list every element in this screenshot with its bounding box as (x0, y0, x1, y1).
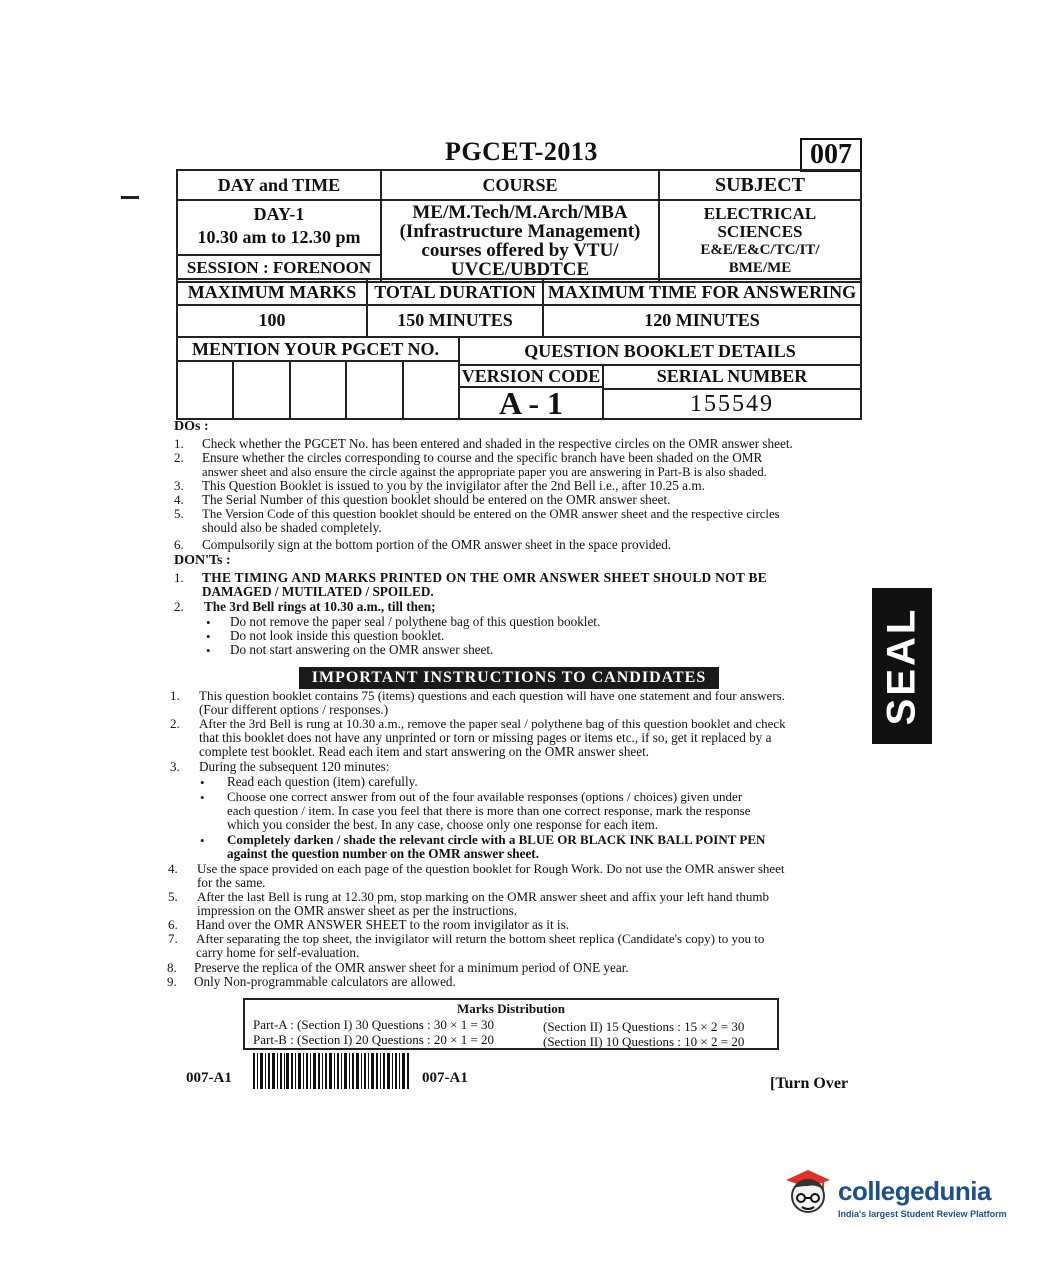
dos-text: Ensure whether the circles corresponding to course and the specific branch have been shaded on the OMR (202, 450, 763, 465)
subject-line: ELECTRICAL (703, 204, 817, 223)
part-a-section-2: (Section II) 15 Questions : 15 × 2 = 30 (543, 1019, 745, 1034)
margin-mark (121, 196, 139, 199)
day-value: DAY-1 (253, 204, 305, 224)
max-marks-value: 100 (178, 304, 368, 336)
bullet-icon: • (200, 833, 205, 848)
answer-time-label: MAXIMUM TIME FOR ANSWERING (547, 281, 857, 302)
pgcet-digit-box (234, 362, 291, 418)
item-number: 6. (174, 537, 184, 552)
course-line: ME/M.Tech/M.Arch/MBA (412, 202, 628, 223)
dos-text: should also be shaded completely. (202, 520, 382, 535)
sub-bullet-text: Choose one correct answer from out of the four available responses (options / choices) given under (227, 789, 743, 804)
instruction-text: (Four different options / responses.) (199, 702, 389, 717)
donts-text: DAMAGED / MUTILATED / SPOILED. (202, 584, 434, 599)
marks-label-row (176, 278, 862, 306)
item-number: 1. (174, 570, 184, 585)
subject-line: BME/ME (728, 260, 792, 276)
dos-text: The Version Code of this question booklet should be entered on the OMR answer sheet and the respective circles (202, 507, 780, 521)
part-b-section-1: Part-B : (Section I) 20 Questions : 20 × 1 = 20 (253, 1032, 495, 1047)
course-label: COURSE (381, 170, 659, 200)
item-number: 6. (168, 917, 178, 932)
item-number: 8. (167, 960, 177, 975)
item-number: 9. (167, 974, 177, 989)
course-line: (Infrastructure Management) (399, 221, 641, 242)
dos-text: Check whether the PGCET No. has been entered and shaded in the respective circles on the OMR answer sheet. (202, 436, 793, 451)
duration-value: 150 MINUTES (368, 304, 544, 336)
subject-value (659, 200, 861, 282)
booklet-details-label: QUESTION BOOKLET DETAILS (460, 338, 860, 366)
donts-bullet-text: Do not look inside this question booklet. (230, 628, 445, 643)
pgcet-no-label: MENTION YOUR PGCET NO. (178, 338, 460, 362)
pgcet-digit-box (404, 362, 460, 418)
subject-label: SUBJECT (659, 170, 861, 200)
part-b-section-2: (Section II) 10 Questions : 10 × 2 = 20 (543, 1034, 745, 1049)
seal-label: SEAL (879, 606, 924, 726)
session-value: SESSION : FORENOON (178, 254, 380, 278)
exam-header-table (176, 169, 862, 283)
instruction-text: During the subsequent 120 minutes: (199, 759, 390, 774)
marks-value-row (176, 304, 862, 338)
item-number: 7. (168, 931, 178, 946)
sub-bullet-text: Read each question (item) carefully. (227, 774, 418, 789)
sub-bullet-text: which you consider the best. In any case, choose only one response for each item. (227, 817, 659, 832)
instruction-text: Only Non-programmable calculators are allowed. (194, 974, 456, 989)
dos-text: This Question Booklet is issued to you by the invigilator after the 2nd Bell i.e., after 10.25 a.m. (202, 478, 705, 493)
instruction-text: complete test booklet. Read each item and start answering on the OMR answer sheet. (199, 744, 650, 759)
donts-bullet-text: Do not start answering on the OMR answer sheet. (230, 642, 494, 657)
sub-bullet-text: Completely darken / shade the relevant circle with a BLUE OR BLACK INK BALL POINT PEN (227, 832, 766, 847)
instruction-text: After the last Bell is rung at 12.30 pm, stop marking on the OMR answer sheet and affix your left hand thumb (197, 889, 770, 904)
pgcet-digit-box (347, 362, 404, 418)
course-value (381, 200, 659, 282)
dos-text: The Serial Number of this question booklet should be entered on the OMR answer sheet. (202, 492, 671, 507)
dos-heading: DOs : (174, 419, 209, 434)
item-number: 2. (174, 599, 184, 614)
marks-distribution-box (243, 998, 779, 1050)
serial-number-label: SERIAL NUMBER (604, 364, 860, 390)
item-number: 2. (174, 450, 184, 465)
instruction-text: that this booklet does not have any unprinted or torn or missing pages or items etc., if so, get it replaced by a (199, 730, 772, 745)
pgcet-digit-box (291, 362, 347, 418)
instruction-text: Hand over the OMR ANSWER SHEET to the room invigilator as it is. (196, 917, 570, 932)
paper-code-box: 007 (800, 138, 862, 172)
version-code-value: A - 1 (460, 388, 604, 418)
instruction-text: This question booklet contains 75 (items) questions and each question will have one statement and four answers. (199, 688, 785, 703)
item-number: 2. (170, 716, 180, 731)
collegedunia-tagline: India's largest Student Review Platform (838, 1209, 1007, 1219)
donts-text: The 3rd Bell rings at 10.30 a.m., till then; (204, 599, 436, 614)
item-number: 1. (174, 436, 184, 451)
instruction-text: Use the space provided on each page of the question booklet for Rough Work. Do not use the OMR answer sheet (197, 861, 785, 876)
item-number: 4. (174, 492, 184, 507)
seal-tab (872, 588, 932, 744)
item-number: 3. (170, 759, 180, 774)
instruction-text: impression on the OMR answer sheet as per the instructions. (197, 903, 518, 918)
marks-distribution-title: Marks Distribution (457, 1001, 565, 1016)
donts-bullet-text: Do not remove the paper seal / polythene bag of this question booklet. (230, 614, 601, 629)
instruction-text: After the 3rd Bell is rung at 10.30 a.m., remove the paper seal / polythene bag of this question booklet and check (199, 716, 786, 731)
booklet-code-left: 007-A1 (186, 1070, 232, 1086)
collegedunia-mascot-icon (780, 1160, 836, 1220)
important-instructions-heading: IMPORTANT INSTRUCTIONS TO CANDIDATES (299, 667, 719, 689)
day-time-label: DAY and TIME (177, 170, 381, 200)
pgcet-digit-box (178, 362, 234, 418)
serial-number-value: 155549 (690, 391, 774, 417)
course-line: courses offered by VTU/ (421, 240, 619, 261)
time-value: 10.30 am to 12.30 pm (197, 227, 361, 247)
duration-label: TOTAL DURATION (368, 280, 544, 304)
version-code-label: VERSION CODE (460, 364, 604, 388)
instruction-text: for the same. (197, 875, 266, 890)
item-number: 1. (170, 688, 180, 703)
item-number: 5. (168, 889, 178, 904)
collegedunia-wordmark: collegedunia (838, 1176, 991, 1206)
bullet-icon: • (200, 790, 205, 805)
subject-line: E&E/E&C/TC/IT/ (700, 242, 820, 258)
bullet-icon: • (200, 775, 205, 790)
donts-text: THE TIMING AND MARKS PRINTED ON THE OMR ANSWER SHEET SHOULD NOT BE (202, 570, 767, 585)
subject-line: SCIENCES (717, 222, 803, 241)
bullet-icon: • (206, 629, 211, 644)
answer-time-value: 120 MINUTES (644, 309, 760, 330)
instruction-text: carry home for self-evaluation. (196, 945, 360, 960)
part-a-section-1: Part-A : (Section I) 30 Questions : 30 × 1 = 30 (253, 1017, 495, 1032)
booklet-details-block (176, 336, 862, 420)
item-number: 3. (174, 478, 184, 493)
max-marks-label: MAXIMUM MARKS (178, 280, 368, 304)
sub-bullet-text: each question / item. In case you feel that there is more than one correct response, mark the response (227, 803, 751, 818)
donts-heading: DON'Ts : (174, 553, 231, 568)
booklet-code-right: 007-A1 (422, 1070, 468, 1086)
exam-title: PGCET-2013 (445, 137, 598, 166)
barcode (253, 1053, 411, 1089)
item-number: 5. (174, 506, 184, 521)
bullet-icon: • (206, 643, 211, 658)
instruction-text: After separating the top sheet, the invigilator will return the bottom sheet replica (Candidate's copy) to you to (196, 931, 765, 946)
turn-over-label: [Turn Over (770, 1075, 849, 1092)
dos-text: Compulsorily sign at the bottom portion of the OMR answer sheet in the space provided. (202, 537, 672, 552)
sub-bullet-text: against the question number on the OMR answer sheet. (227, 846, 539, 861)
dos-text: answer sheet and also ensure the circle against the appropriate paper you are answering in Part-B is also shaded. (202, 465, 767, 479)
item-number: 4. (168, 861, 178, 876)
course-line: UVCE/UBDTCE (450, 259, 590, 280)
instruction-text: Preserve the replica of the OMR answer sheet for a minimum period of ONE year. (194, 960, 629, 975)
day-time-cell (177, 200, 381, 282)
bullet-icon: • (206, 615, 211, 630)
